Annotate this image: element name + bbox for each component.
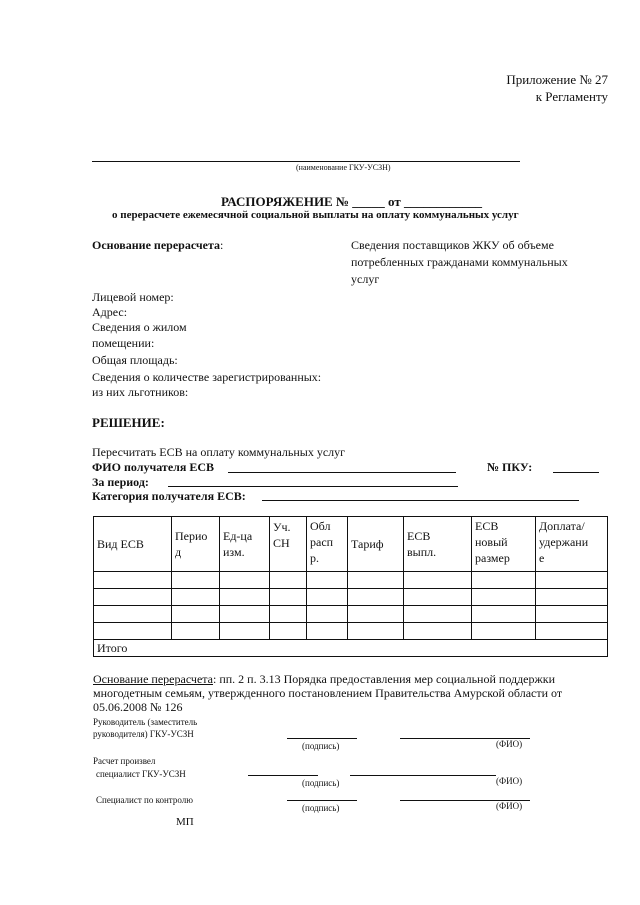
appendix-number: Приложение № 27 bbox=[506, 72, 608, 87]
col-header-sn: Уч. СН bbox=[270, 517, 307, 572]
basis-line-3: услуг bbox=[351, 272, 380, 286]
org-name-line bbox=[92, 161, 520, 162]
recipient-label: ФИО получателя ЕСВ bbox=[92, 460, 215, 474]
calc-fio-caption: (ФИО) bbox=[496, 776, 523, 786]
calc-signature-caption: (подпись) bbox=[302, 778, 340, 788]
head-fio-caption: (ФИО) bbox=[496, 739, 523, 749]
basis-label: Основание перерасчета bbox=[92, 238, 221, 252]
col-header-regional: Обл расп р. bbox=[307, 517, 348, 572]
col-header-esv-type: Вид ЕСВ bbox=[94, 517, 172, 572]
table-row bbox=[94, 623, 608, 640]
col-header-period: Перио д bbox=[172, 517, 220, 572]
account-number-label: Лицевой номер: bbox=[92, 290, 174, 304]
recalc-text: Пересчитать ЕСВ на оплату коммунальных услуг bbox=[92, 445, 346, 459]
calc-fio-line bbox=[350, 775, 496, 776]
period-line bbox=[168, 486, 458, 487]
col-header-esv-new: ЕСВ новый размер bbox=[472, 517, 536, 572]
basis-colon: : bbox=[220, 238, 224, 252]
pku-label: № ПКУ: bbox=[487, 460, 533, 474]
basis-line-2: потребленных гражданами коммунальных bbox=[351, 255, 568, 269]
document-title: РАСПОРЯЖЕНИЕ № _____ от ____________ bbox=[221, 194, 483, 209]
table-row bbox=[94, 589, 608, 606]
beneficiaries-label: из них льготников: bbox=[92, 385, 189, 399]
total-label: Итого bbox=[94, 640, 608, 657]
head-signature-line bbox=[287, 738, 357, 739]
head-title-1: Руководитель (заместитель bbox=[93, 717, 198, 727]
head-signature-caption: (подпись) bbox=[302, 741, 340, 751]
col-header-esv-paid: ЕСВ выпл. bbox=[404, 517, 472, 572]
col-header-adjustment: Доплата/ удержани е bbox=[536, 517, 608, 572]
pku-line bbox=[553, 472, 599, 473]
basis-label-wrap bbox=[92, 238, 223, 253]
footer-basis-label: Основание перерасчета bbox=[93, 672, 213, 686]
table-header-row bbox=[94, 517, 608, 572]
table-row bbox=[94, 606, 608, 623]
footer-basis-line-2: многодетным семьям, утвержденного постановлением Правительства Амурской области от bbox=[93, 686, 563, 700]
table-total-row bbox=[94, 640, 608, 657]
calc-signature-line bbox=[248, 775, 318, 776]
table-row bbox=[94, 572, 608, 589]
appendix-regulation: к Регламенту bbox=[535, 89, 608, 104]
decision-heading: РЕШЕНИЕ: bbox=[92, 415, 165, 430]
calc-title-2: специалист ГКУ-УСЗН bbox=[96, 769, 186, 779]
category-line bbox=[262, 500, 579, 501]
footer-basis-line-3: 05.06.2008 № 126 bbox=[93, 700, 183, 714]
document-subtitle: о перерасчете ежемесячной социальной выплаты на оплату коммунальных услуг bbox=[112, 209, 519, 221]
stamp-place: МП bbox=[176, 816, 194, 828]
registered-count-label: Сведения о количестве зарегистрированных: bbox=[92, 370, 322, 384]
housing-info-label: Сведения о жилом bbox=[92, 320, 187, 334]
recalc-table bbox=[93, 516, 608, 657]
footer-basis-text: : пп. 2 п. 3.13 Порядка предоставления мер социальной поддержки bbox=[212, 672, 556, 686]
total-area-label: Общая площадь: bbox=[92, 353, 178, 367]
col-header-unit: Ед-ца изм. bbox=[220, 517, 270, 572]
housing-info-label-cont: помещении: bbox=[92, 336, 155, 350]
calc-title-1: Расчет произвел bbox=[93, 756, 156, 766]
org-caption: (наименование ГКУ-УСЗН) bbox=[296, 163, 391, 172]
address-label: Адрес: bbox=[92, 305, 128, 319]
recipient-line bbox=[228, 472, 456, 473]
control-signature-line bbox=[287, 800, 357, 801]
head-title-2: руководителя) ГКУ-УСЗН bbox=[93, 729, 194, 739]
period-label: За период: bbox=[92, 475, 149, 489]
control-signature-caption: (подпись) bbox=[302, 803, 340, 813]
control-title: Специалист по контролю bbox=[96, 795, 193, 805]
category-label: Категория получателя ЕСВ: bbox=[92, 489, 246, 503]
col-header-tariff: Тариф bbox=[348, 517, 404, 572]
footer-basis-line-1 bbox=[93, 672, 555, 687]
basis-line-1: Сведения поставщиков ЖКУ об объеме bbox=[351, 238, 554, 252]
control-fio-caption: (ФИО) bbox=[496, 801, 523, 811]
